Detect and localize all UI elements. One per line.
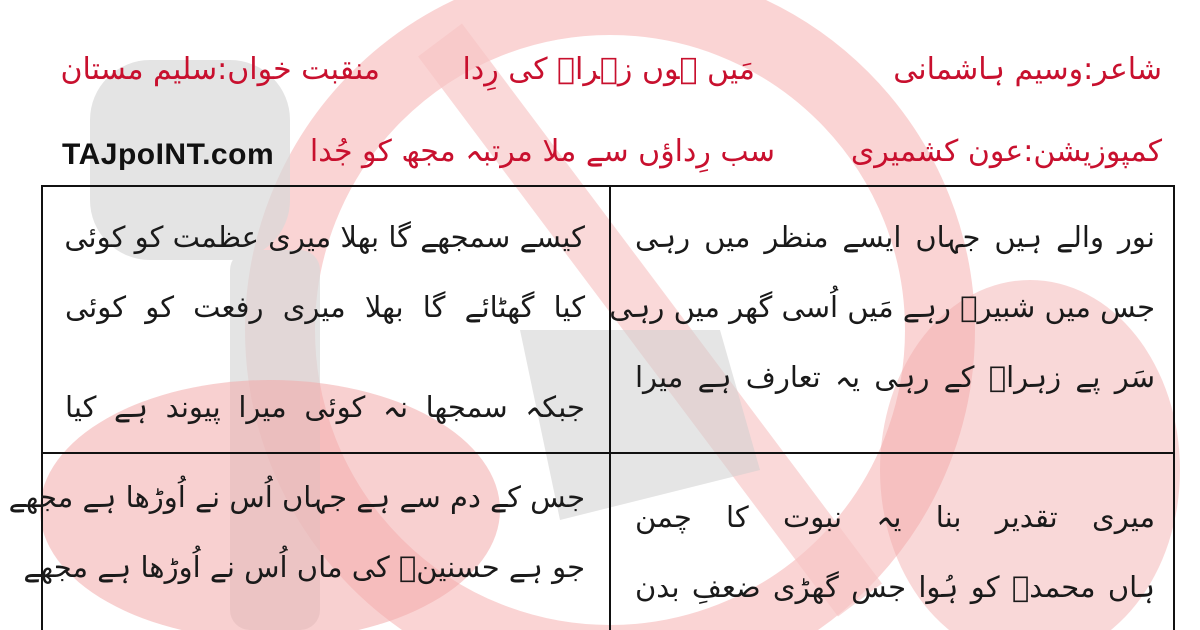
verse-line: جبکہ سمجھا نہ کوئی میرا پیوند ہے کیا (65, 390, 585, 424)
verse-line: جس میں شبیرؑ رہے مَیں اُسی گھر میں رہی (609, 290, 1155, 324)
verse-line: کیسے سمجھے گا بھلا میری عظمت کو کوئی (64, 220, 585, 254)
verse-line: نور والے ہیں جہاں ایسے منظر میں رہی (635, 220, 1155, 254)
poet-credit: شاعر:وسیم ہاشمانی (893, 52, 1162, 87)
verse-line: جس کے دم سے ہے جہاں اُس نے اُوڑھا ہے مجھے (8, 480, 585, 514)
nauha-subtitle: سب رِداؤں سے ملا مرتبہ مجھ کو جُدا (309, 134, 775, 169)
site-name: TAJpoINT.com (62, 138, 275, 171)
verse-line: ہاں محمدؐ کو ہُوا جس گھڑی ضعفِ بدن (635, 570, 1155, 604)
reciter-credit: منقبت خواں:سلیم مستان (60, 52, 380, 87)
stanza-divider (43, 452, 1173, 454)
verse-line: سَر پے زہراؑ کے رہی یہ تعارف ہے میرا (635, 360, 1155, 394)
verse-line: جو ہے حسنینؑ کی ماں اُس نے اُوڑھا ہے مجھے (23, 550, 585, 584)
nauha-title: مَیں ہوں زہراؑ کی رِدا (462, 52, 755, 87)
verse-line: کیا گھٹائے گا بھلا میری رفعت کو کوئی (65, 290, 585, 324)
verse-line: میری تقدیر بنا یہ نبوت کا چمن (635, 500, 1155, 534)
verses-table (8, 185, 1175, 630)
composer-credit: کمپوزیشن:عون کشمیری (850, 134, 1162, 169)
column-divider (609, 187, 611, 630)
